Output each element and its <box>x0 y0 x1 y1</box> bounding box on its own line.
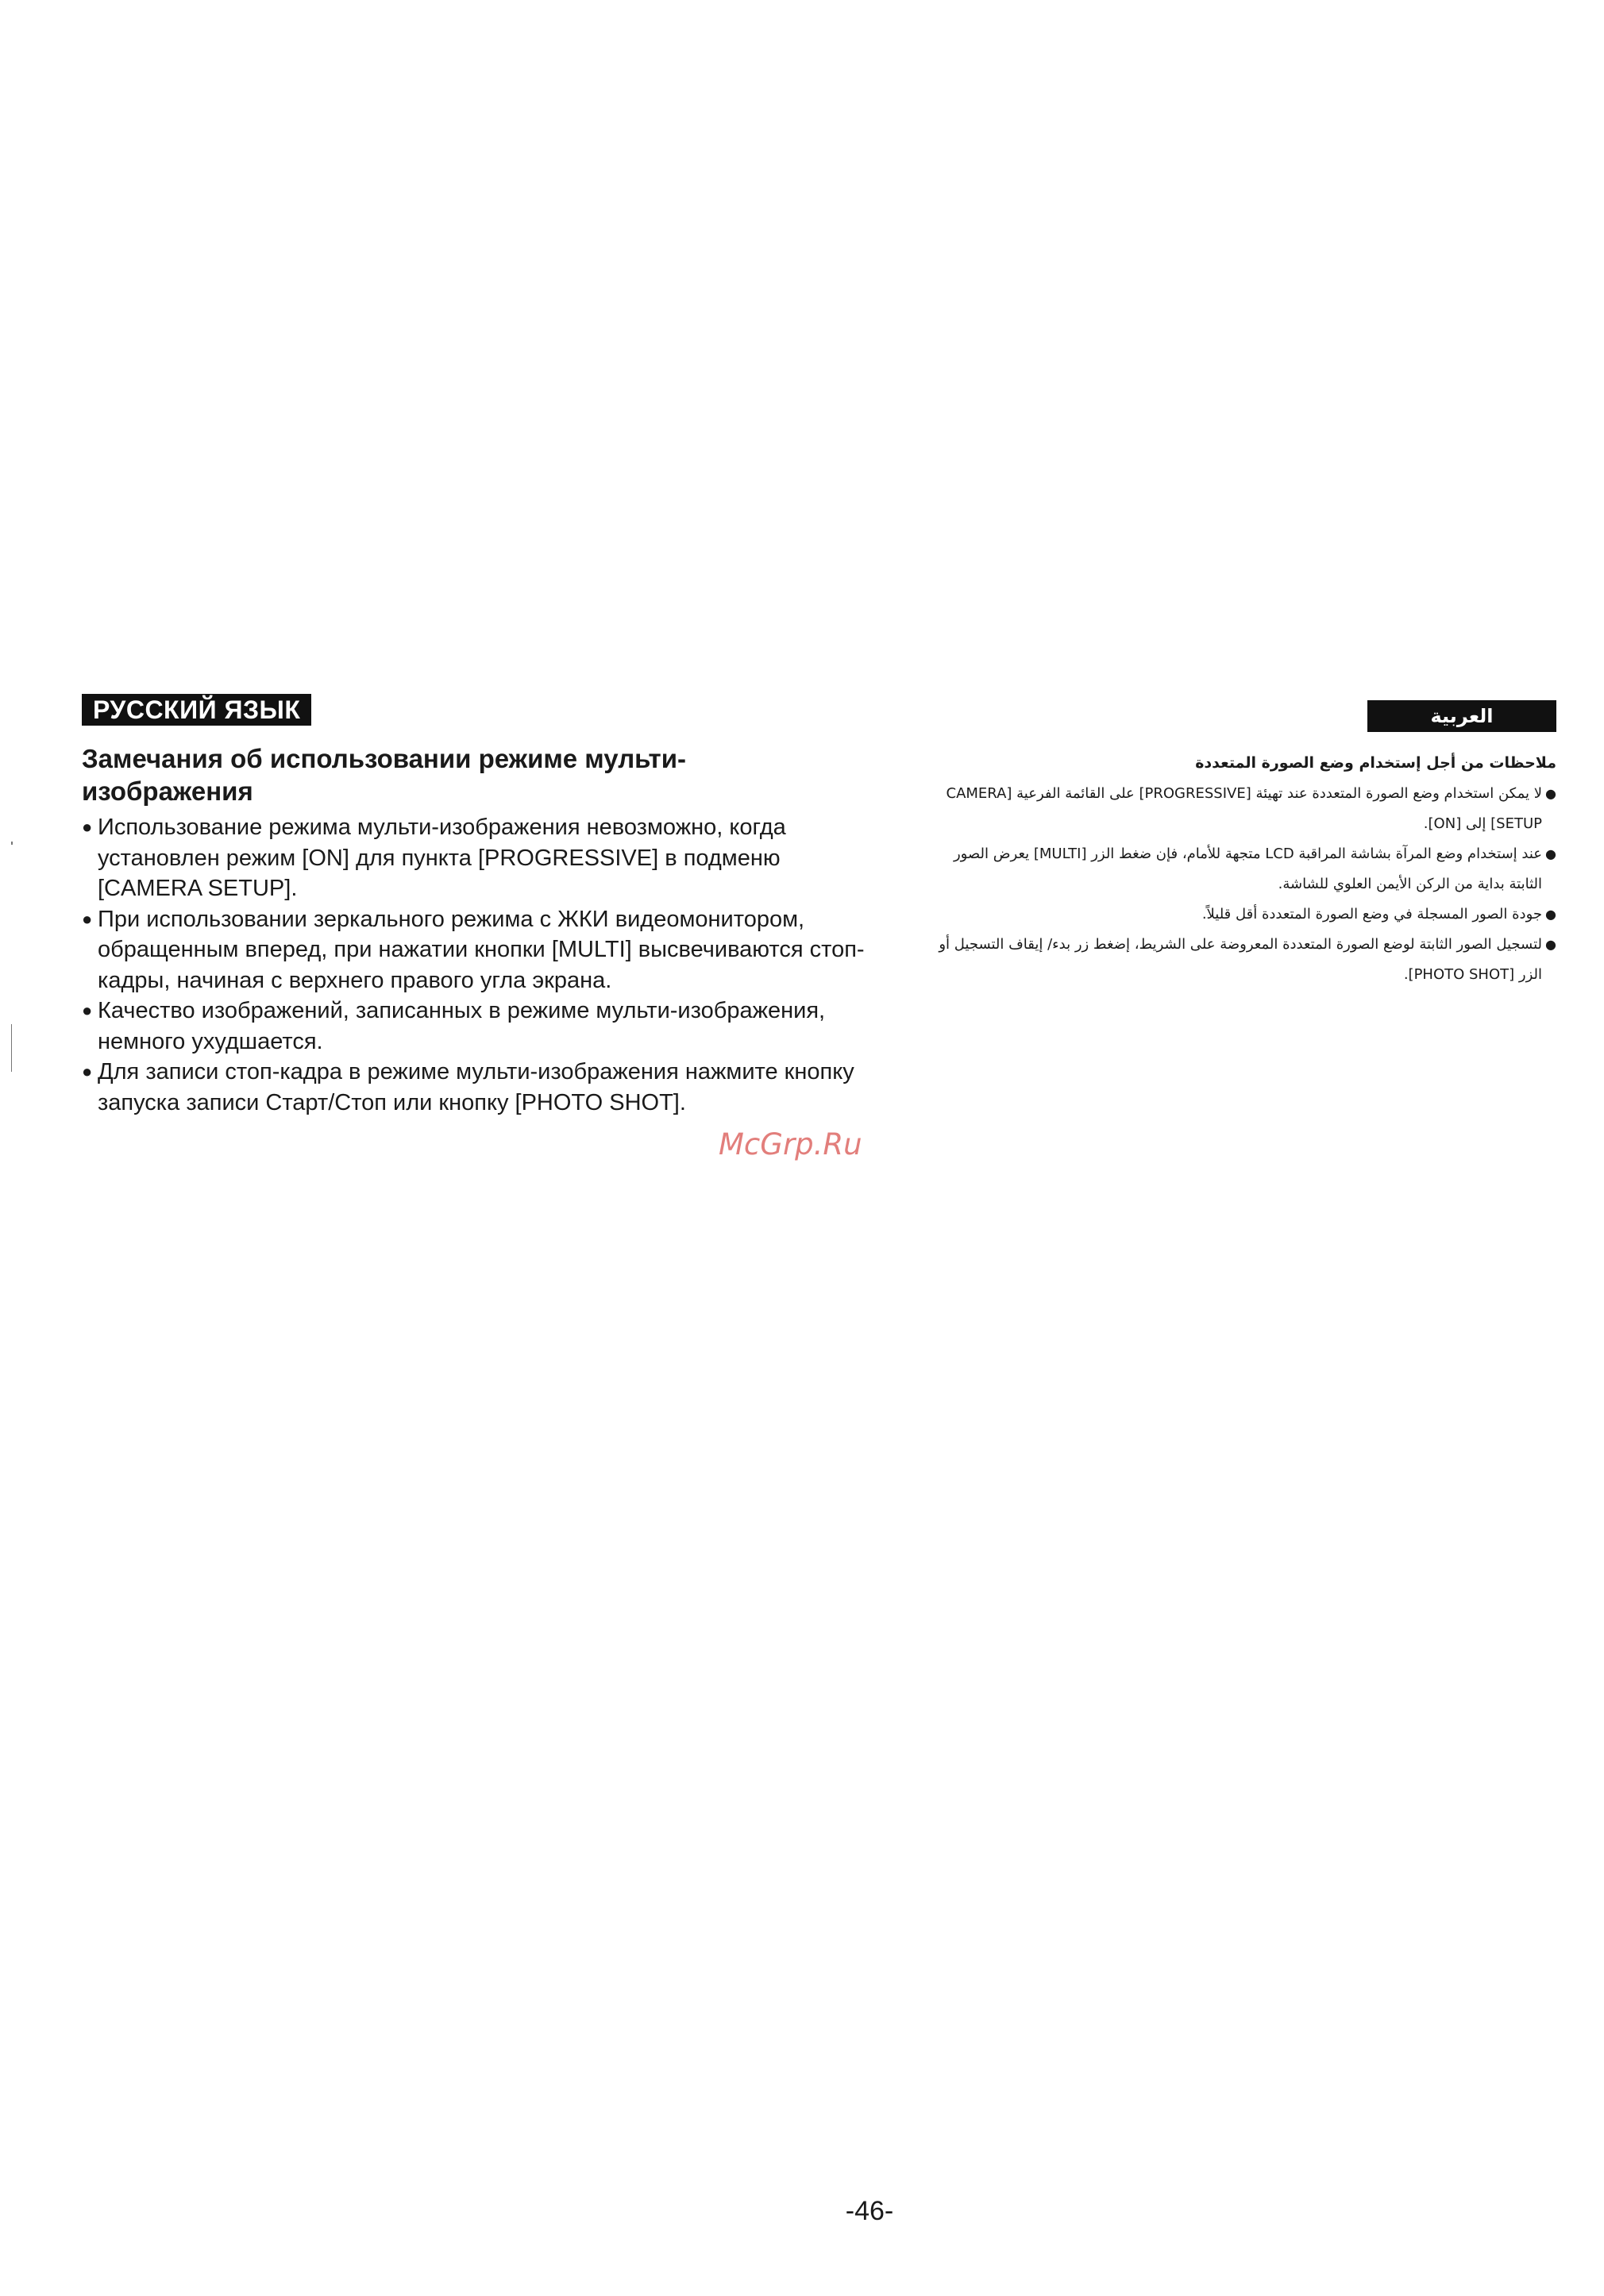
arabic-notes-section <box>929 750 1556 990</box>
russian-bullet-list <box>82 812 876 1118</box>
scan-line <box>11 1024 12 1072</box>
arabic-bullet-text: لا يمكن استخدام وضع الصورة المتعددة عند تهيئة [PROGRESSIVE] على القائمة الفرعية [CAMERA SETUP] إلى [ON]. <box>946 785 1542 832</box>
russian-notes-section <box>82 742 876 1118</box>
arabic-bullet-text: لتسجيل الصور الثابتة لوضع الصورة المتعددة المعروضة على الشريط، إضغط زر بدء/ إيقاف التسجيل أو الزر [PHOTO SHOT]. <box>939 936 1542 983</box>
arabic-bullet-item <box>929 839 1556 900</box>
scan-speck <box>11 842 13 845</box>
russian-bullet-text: При использовании зеркального режима с ЖКИ видеомонитором, обращенным вперед, при нажатии кнопки [MULTI] высвечиваются стоп-кадры, начиная с верхнего правого угла экрана. <box>98 906 865 993</box>
russian-bullet-item <box>82 812 876 904</box>
page-number: -46- <box>845 2196 894 2226</box>
site-watermark: McGrp.Ru <box>719 1127 862 1161</box>
bullet-icon: ● <box>1545 786 1556 801</box>
arabic-bullet-item <box>929 779 1556 839</box>
bullet-icon: ● <box>1545 846 1556 861</box>
arabic-bullet-list <box>929 779 1556 990</box>
russian-bullet-item <box>82 904 876 996</box>
bullet-icon: ● <box>82 1000 93 1020</box>
russian-bullet-item <box>82 996 876 1057</box>
arabic-language-badge: العربية <box>1367 700 1556 732</box>
bullet-icon: ● <box>1545 907 1556 922</box>
arabic-heading: ملاحظات من أجل إستخدام وضع الصورة المتعددة <box>1195 754 1556 772</box>
russian-bullet-text: Использование режима мульти-изображения невозможно, когда установлен режим [ON] для пункта [PROGRESSIVE] в подменю [CAMERA SETUP]. <box>98 815 786 901</box>
arabic-bullet-text: جودة الصور المسجلة في وضع الصورة المتعددة أقل قليلاً. <box>1201 906 1542 923</box>
russian-bullet-text: Качество изображений, записанных в режиме мульти-изображения, немного ухудшается. <box>98 998 826 1054</box>
russian-language-badge: РУССКИЙ ЯЗЫК <box>82 694 311 726</box>
bullet-icon: ● <box>1545 937 1556 952</box>
russian-bullet-item <box>82 1057 876 1118</box>
bullet-icon: ● <box>82 817 93 837</box>
russian-heading <box>82 742 876 807</box>
arabic-bullet-item <box>929 930 1556 990</box>
russian-bullet-text: Для записи стоп-кадра в режиме мульти-изображения нажмите кнопку запуска записи Старт/Стоп или кнопку [PHOTO SHOT]. <box>98 1059 854 1115</box>
russian-heading-line2: изображения <box>82 776 253 806</box>
arabic-bullet-item <box>929 900 1556 930</box>
bullet-icon: ● <box>82 1061 93 1081</box>
russian-heading-line1: Замечания об использовании режиме мульти- <box>82 744 686 773</box>
bullet-icon: ● <box>82 908 93 929</box>
arabic-bullet-text: عند إستخدام وضع المرآة بشاشة المراقبة LCD متجهة للأمام، فإن ضغط الزر [MULTI] يعرض الصور الثابتة بداية من الركن الأيمن العلوي للشاشة. <box>953 846 1542 892</box>
